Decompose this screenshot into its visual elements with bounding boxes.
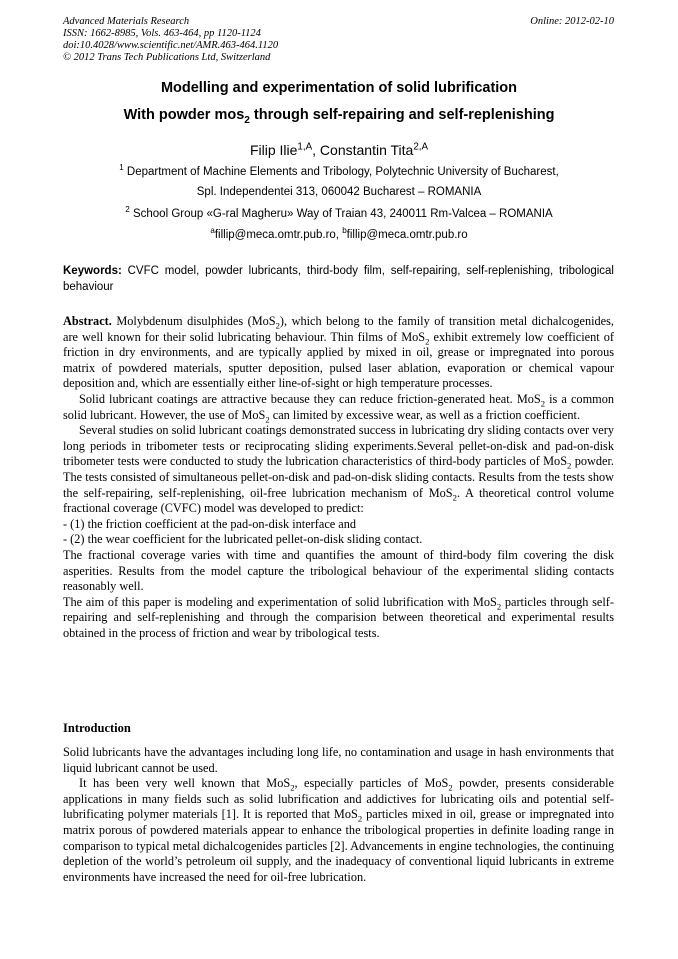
abstract-section	[63, 314, 614, 641]
keywords	[63, 264, 614, 295]
introduction-section	[63, 745, 614, 885]
abstract-paragraph-3: Several studies on solid lubricant coatings demonstrated success in lubricating dry sliding contacts over very long periods in tribometer tests or reciprocating sliding experiments.Several pellet-on-disk and pad-on-disk tribometer tests were conducted to study the lubrication characteristics of third-body particles of MoS$_2$ powder. The tests consisted of simultaneous pellet-on-disk and pad-on-disk sliding contacts. Results from the tests show the self-repairing, self-replenishing, oil-free lubrication mechanism of MoS$_2$. A theoretical control volume fractional coverage (CVFC) model was developed to predict:	[63, 423, 614, 516]
author-2: Constantin Tita	[319, 142, 414, 158]
author-1: Filip Ilie	[249, 142, 298, 158]
copyright-line: © 2012 Trans Tech Publications Ltd, Switzerland	[63, 52, 271, 63]
keywords-text: CVFC model, powder lubricants, third-body film, self-repairing, self-replenishing, tribological behaviour	[63, 265, 614, 293]
keywords-label: Keywords:	[63, 265, 122, 277]
abstract-paragraph-5: The aim of this paper is modeling and experimentation of solid lubrification with MoS$_2$ particles through self-repairing and self-replenishing and through the comparision between theoretical and experimental results obtained in the process of friction and wear by tribological tests.	[63, 594, 614, 640]
abstract-paragraph-2: Solid lubricant coatings are attractive because they can reduce friction-generated heat. MoS$_2$ is a common solid lubricant. However, the use of MoS$_2$ can limited by excessive wear, as well as a friction coefficient.	[63, 391, 614, 425]
introduction-heading: Introduction	[63, 721, 131, 735]
online-date: Online: 2012-02-10	[530, 16, 614, 27]
journal-name: Advanced Materials Research	[63, 16, 190, 27]
paper-title-line-1: Modelling and experimentation of solid lubrification	[160, 80, 518, 96]
abstract-paragraph-4: The fractional coverage varies with time and quantifies the amount of third-body film covering the disk asperities. Results from the model capture the tribological behaviour of the experimental sliding contacts reasonably well.	[63, 547, 614, 594]
abstract-list-item-2: - (2) the wear coefficient for the lubricated pellet-on-disk sliding contact.	[63, 532, 423, 547]
affiliation-1-line-2: Spl. Independentei 313, 060042 Bucharest – ROMANIA	[196, 186, 482, 198]
abstract-paragraph-1: Abstract. Molybdenum disulphides (MoS$_2$), which belong to the family of transition metal dichalcogenides, are well known for their solid lubricating behaviour. Thin films of MoS$_2$ exhibit extremely low coefficient of friction in dry environments, and are typically applied by mixed in oil, grease or impregnated into porous matrix of powdered materials, sputter deposition, pulsed laser ablation, evaporation or chemical vapour deposition and, which are essentially either line-of-sight or high temperature processes.	[63, 314, 614, 391]
author-emails: $^a$fillip@meca.omtr.pub.ro, $^b$fillip@meca.omtr.pub.ro	[210, 226, 468, 241]
paper-title-line-2: With powder mos$_2$ through self-repairing and self-replenishing	[123, 107, 555, 126]
abstract-list-item-1: - (1) the friction coefficient at the pad-on-disk interface and	[63, 516, 357, 531]
issn-line: ISSN: 1662-8985, Vols. 463-464, pp 1120-1124	[63, 28, 261, 39]
affiliation-2: $^2$ School Group «G-ral Magheru» Way of Traian 43, 240011 Rm-Valcea – ROMANIA	[125, 205, 553, 220]
introduction-paragraph-1: Solid lubricants have the advantages including long life, no contamination and usage in hash environments that liquid lubricant cannot be used.	[63, 745, 614, 775]
journal-header	[63, 16, 278, 64]
introduction-paragraph-2: It has been very well known that MoS$_2$, especially particles of MoS$_2$ powder, presents considerable applications in many fields such as solid lubrification and addictives for lubricating oils and potential self-lubrificating polymer materials [1]. It is reported that MoS$_2$ particles mixed in oil, grease or impregnated into matrix porous of powdered materials appear to enhance the tribological properties in definite loading range in comparison to typical metal dichalcogenides particles [2]. Advancements in engine technologies, the continuing depletion of the world’s petroleum oil supply, and the inadequacy of conventional liquid lubricants in extreme environments have increased the need for oil-free lubrication.	[63, 776, 614, 884]
affiliation-1-line-1: $^1$ Department of Machine Elements and Tribology, Polytechnic University of Bucharest,	[119, 163, 559, 178]
author-list: Filip Ilie$^{1,A}$, Constantin Tita$^{2,A}$	[249, 141, 429, 158]
doi-line: doi:10.4028/www.scientific.net/AMR.463-464.1120	[63, 40, 279, 51]
